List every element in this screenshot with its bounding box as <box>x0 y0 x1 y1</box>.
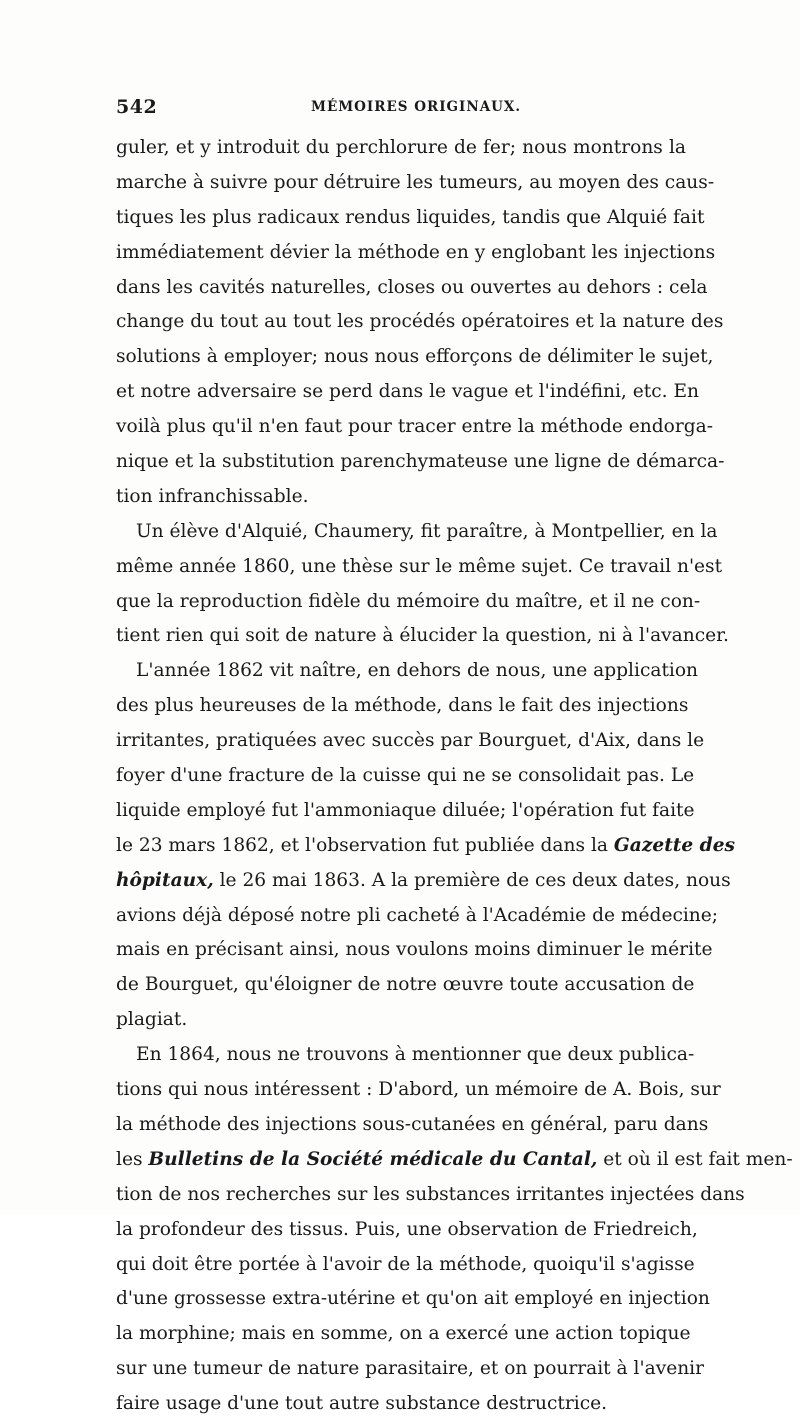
text-line <box>116 1317 691 1352</box>
text-segment: et notre adversaire se perd dans le vague et l'indéfini, etc. En <box>116 381 699 403</box>
text-segment: le 26 mai 1863. A la première de ces deux dates, nous <box>213 869 731 891</box>
text-line <box>116 864 731 899</box>
text-line <box>116 1143 793 1178</box>
text-segment: solutions à employer; nous nous efforçons de délimiter le sujet, <box>116 346 714 368</box>
italic-title-segment: Gazette des <box>613 834 735 856</box>
text-segment: et où il est fait men- <box>597 1148 793 1170</box>
text-line <box>116 1352 705 1387</box>
text-line <box>116 271 708 306</box>
text-segment: irritantes, pratiquées avec succès par Bourguet, d'Aix, dans le <box>116 730 705 752</box>
running-head <box>116 96 686 122</box>
text-segment: Un élève d'Alquié, Chaumery, fit paraître, à Montpellier, en la <box>136 520 718 542</box>
text-line <box>116 305 724 340</box>
italic-title-segment: Bulletins de la Société médicale du Cantal, <box>148 1148 598 1170</box>
page-number: 542 <box>116 96 158 118</box>
text-segment: voilà plus qu'il n'en faut pour tracer entre la méthode endorga- <box>116 416 714 438</box>
text-line <box>116 1038 695 1073</box>
text-line <box>116 689 689 724</box>
text-line <box>116 515 718 550</box>
text-line <box>116 1213 698 1248</box>
text-segment: sur une tumeur de nature parasitaire, et on pourrait à l'avenir <box>116 1358 705 1380</box>
text-segment: même année 1860, une thèse sur le même sujet. Ce travail n'est <box>116 555 723 577</box>
text-line <box>116 550 723 585</box>
text-segment: marche à suivre pour détruire les tumeurs, au moyen des caus- <box>116 171 715 193</box>
text-segment: la méthode des injections sous-cutanées en général, paru dans <box>116 1113 709 1135</box>
text-line <box>116 829 735 864</box>
text-line <box>116 619 729 654</box>
text-segment: tion infranchissable. <box>116 485 309 507</box>
text-segment: liquide employé fut l'ammoniaque diluée; l'opération fut faite <box>116 799 695 821</box>
text-segment: qui doit être portée à l'avoir de la méthode, quoiqu'il s'agisse <box>116 1253 695 1275</box>
text-segment: nique et la substitution parenchymateuse une ligne de démarca- <box>116 451 725 473</box>
text-segment: avions déjà déposé notre pli cacheté à l'Académie de médecine; <box>116 904 719 926</box>
text-line <box>116 1003 686 1038</box>
text-line <box>116 1282 710 1317</box>
text-segment: tiques les plus radicaux rendus liquides, tandis que Alquié fait <box>116 206 705 228</box>
text-line <box>116 1387 686 1422</box>
text-segment: les <box>116 1148 149 1170</box>
text-line <box>116 654 699 689</box>
text-line <box>116 480 686 515</box>
text-segment: tient rien qui soit de nature à élucider la question, ni à l'avancer. <box>116 625 729 647</box>
text-line <box>116 1108 709 1143</box>
text-line <box>116 166 715 201</box>
text-segment: des plus heureuses de la méthode, dans le fait des injections <box>116 695 689 717</box>
text-line <box>116 724 705 759</box>
text-segment: change du tout au tout les procédés opératoires et la nature des <box>116 311 724 333</box>
text-line <box>116 1073 721 1108</box>
text-segment: immédiatement dévier la méthode en y englobant les injections <box>116 241 716 263</box>
running-title: MÉMOIRES ORIGINAUX. <box>311 99 522 115</box>
text-line <box>116 201 705 236</box>
text-line <box>116 1248 695 1283</box>
text-line <box>116 375 699 410</box>
text-segment: dans les cavités naturelles, closes ou ouvertes au dehors : cela <box>116 276 708 298</box>
text-line <box>116 759 695 794</box>
text-segment: tion de nos recherches sur les substances irritantes injectées dans <box>116 1183 745 1205</box>
text-segment: foyer d'une fracture de la cuisse qui ne se consolidait pas. Le <box>116 765 695 787</box>
text-line <box>116 236 716 271</box>
text-segment: guler, et y introduit du perchlorure de fer; nous montrons la <box>116 137 686 158</box>
text-line <box>116 899 719 934</box>
text-line <box>116 131 686 166</box>
text-line <box>116 445 725 480</box>
text-line <box>116 1178 745 1213</box>
text-segment: plagiat. <box>116 1009 188 1031</box>
text-segment: faire usage d'une tout autre substance destructrice. <box>116 1393 608 1415</box>
text-segment: la morphine; mais en somme, on a exercé une action topique <box>116 1323 691 1345</box>
text-segment: que la reproduction fidèle du mémoire du maître, et il ne con- <box>116 590 701 612</box>
text-segment: En 1864, nous ne trouvons à mentionner que deux publica- <box>136 1044 695 1066</box>
text-segment: d'une grossesse extra-utérine et qu'on ait employé en injection <box>116 1288 710 1310</box>
text-segment: le 23 mars 1862, et l'observation fut publiée dans la <box>116 834 614 856</box>
text-segment: la profondeur des tissus. Puis, une observation de Friedreich, <box>116 1218 698 1240</box>
text-segment: de Bourguet, qu'éloigner de notre œuvre toute accusation de <box>116 974 695 996</box>
text-line <box>116 968 695 1003</box>
text-segment: mais en précisant ainsi, nous voulons moins diminuer le mérite <box>116 939 713 961</box>
text-line <box>116 340 714 375</box>
text-segment: tions qui nous intéressent : D'abord, un mémoire de A. Bois, sur <box>116 1079 721 1101</box>
text-line <box>116 794 695 829</box>
text-line <box>116 933 713 968</box>
text-line <box>116 585 701 620</box>
italic-title-segment: hôpitaux, <box>116 869 214 891</box>
body-text <box>116 131 793 1422</box>
text-line <box>116 410 714 445</box>
text-segment: L'année 1862 vit naître, en dehors de nous, une application <box>136 660 699 682</box>
